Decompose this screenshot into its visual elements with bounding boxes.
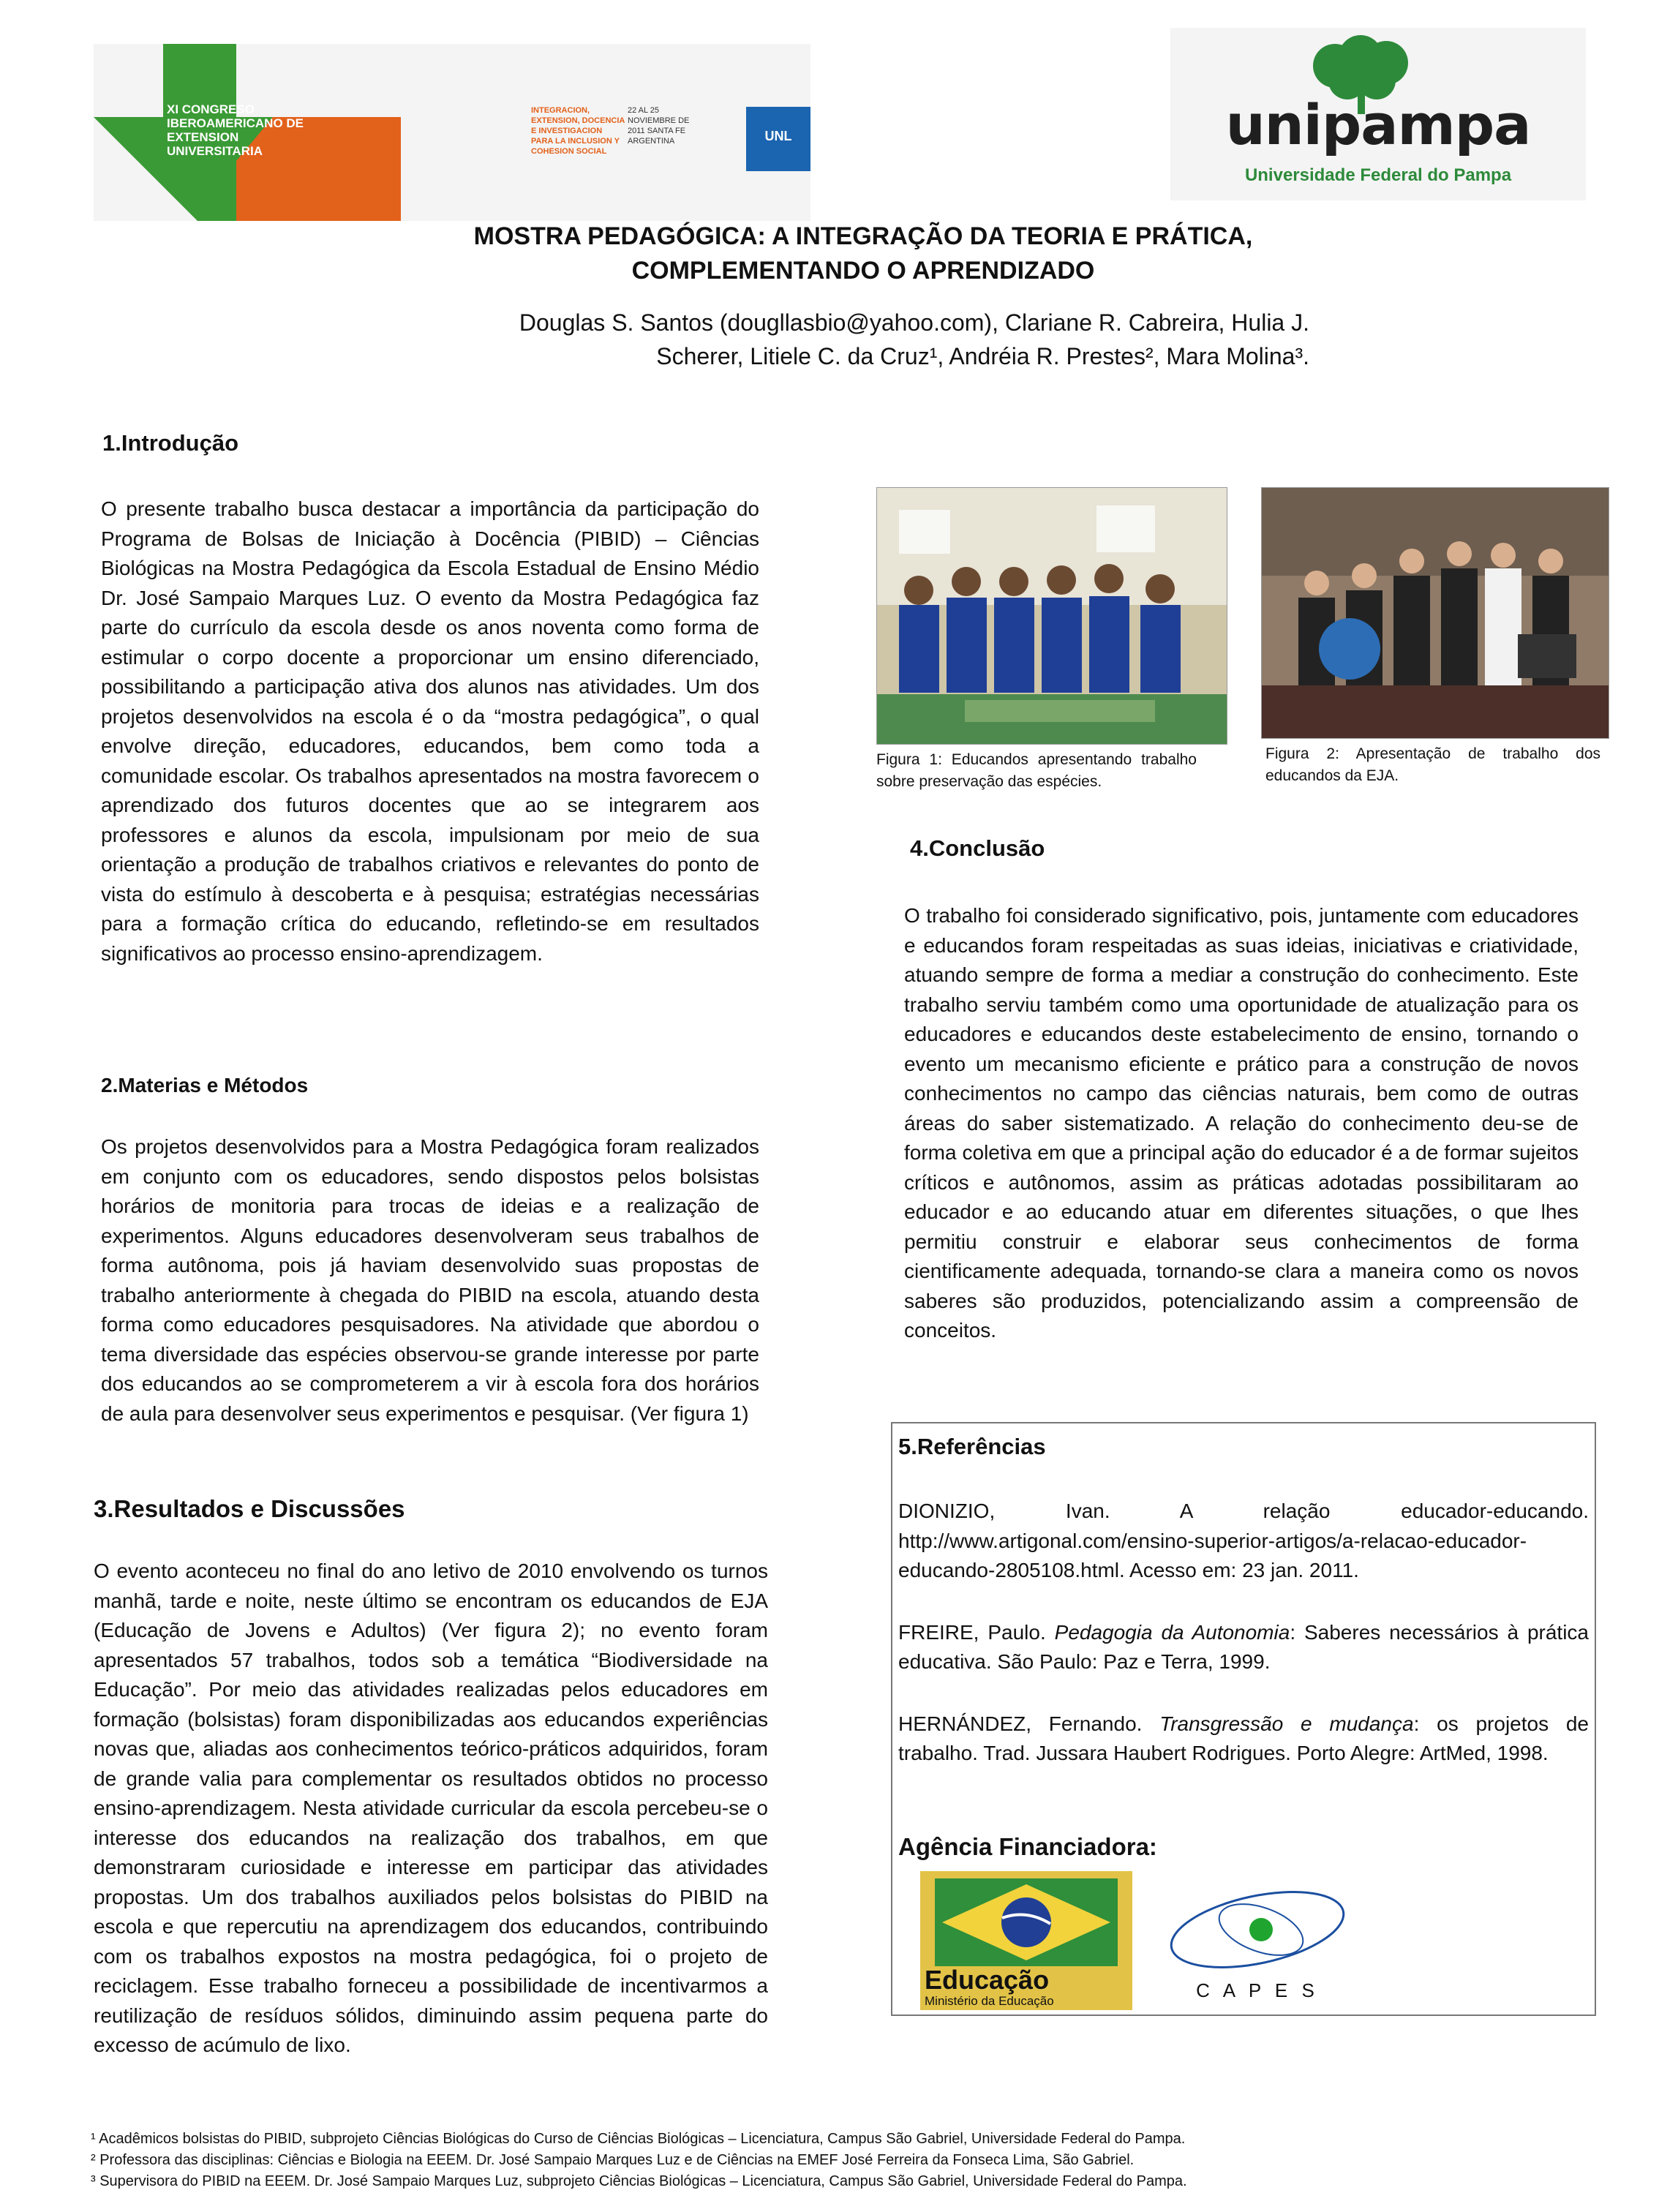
- methods-heading: 2.Materias e Métodos: [101, 1074, 309, 1096]
- intro-heading: 1.Introdução: [102, 430, 239, 456]
- references-box: [891, 1422, 1596, 2016]
- footnote-1: ¹ Acadêmicos bolsistas do PIBID, subprojeto Ciências Biológicas do Curso de Ciências Biológicas – Licenciatura, Campus São Gabriel, Universidade Federal do Pampa.: [91, 2131, 1186, 2147]
- figure-1-caption: Figura 1: Educandos apresentando trabalho sobre preservação das espécies.: [876, 751, 1197, 790]
- intro-text: O presente trabalho busca destacar a importância da participação do Programa de Bolsas de Iniciação à Docência (PIBID) – Ciências Biológicas na Mostra Pedagógica da Escola Estadual de Ensino Médio Dr. José Sampaio Marques Luz. O evento da Mostra Pedagógica faz parte do currículo da escola desde os anos noventa como forma de estimular o corpo docente a proporcionar um ensino diferenciado, possibilitando a participação ativa dos alunos nas atividades. Um dos projetos desenvolvidos na escola é o da “mostra pedagógica”, o qual envolve direção, educadores, educandos, bem como toda a comunidade escolar. Os trabalhos apresentados na mostra favorecem o aprendizado dos futuros docentes que ao se integrarem aos professores e alunos da escola, impulsionam por meio de sua orientação a produção de trabalhos criativos e relevantes do ponto de vista do estímulo à descoberta e à pesquisa; estratégias necessárias para a formação crítica do educando, refletindo-se em resultados significativos ao processo ensino-aprendizagem.: [101, 497, 759, 965]
- authors: [410, 306, 1309, 373]
- conclusion-text: O trabalho foi considerado significativo, pois, juntamente com educadores e educandos foram respeitadas as suas ideias, iniciativas e criatividade, atuando sempre de forma a mediar a construção do conhecimento. Este trabalho serviu também como uma oportunidade de atualização para os educadores e educandos deste estabelecimento de ensino, tornando o evento um mecanismo eficiente e prático para a construção de novos conhecimentos no campo das ciências naturais, bem como de outras áreas do saber sistematizado. A relação do conhecimento deu-se de forma coletiva em que a principal ação do educador é a de formar sujeitos críticos e autônomos, assim as práticas adotadas possibilitaram ao educador e ao educando atuar em diferentes situações, o que lhes permitiu construir e elaborar seus conhecimentos de forma cientificamente adequada, tornando-se clara a maneira como os novos saberes são produzidos, potencializando assim a compreensão de conceitos.: [904, 904, 1579, 1342]
- mec-logo: [920, 1871, 1132, 2010]
- eja-students-photo-image: [1262, 488, 1609, 738]
- figure-1-photo: [876, 487, 1227, 745]
- congress-theme: INTEGRACION, EXTENSION, DOCENCIA E INVESTIGACION PARA LA INCLUSION Y COHESION SOCIAL: [531, 106, 625, 156]
- footnote-3: ³ Supervisora do PIBID na EEEM. Dr. José Sampaio Marques Luz, subprojeto Ciências Biológicas – Licenciatura, Campus São Gabriel, Universidade Federal do Pampa.: [91, 2173, 1187, 2189]
- title-line-1: MOSTRA PEDAGÓGICA: A INTEGRAÇÃO DA TEORIA E PRÁTICA,: [473, 222, 1253, 250]
- figure-2-photo: [1261, 487, 1609, 739]
- footnotes: [91, 2129, 1598, 2192]
- authors-line-1: Douglas S. Santos (dougllasbio@yahoo.com), Clariane R. Cabreira, Hulia J.: [519, 309, 1309, 336]
- capes-logo: [1159, 1871, 1356, 2010]
- reference-item: FREIRE, Paulo. Pedagogia da Autonomia: Saberes necessários à prática educativa. São Paulo: Paz e Terra, 1999.: [898, 1620, 1589, 1673]
- unipampa-wordmark: unipampa: [1225, 92, 1531, 157]
- authors-line-2: Scherer, Litiele C. da Cruz¹, Andréia R. Prestes², Mara Molina³.: [656, 343, 1309, 369]
- funding-heading: Agência Financiadora:: [898, 1833, 1157, 1860]
- reference-item: DIONIZIO, Ivan. A relação educador-educando. http://www.artigonal.com/ensino-superior-artigos/a-relacao-educador-educando-2805108.html. Acesso em: 23 jan. 2011.: [898, 1500, 1589, 1581]
- title-line-2: COMPLEMENTANDO O APRENDIZADO: [631, 257, 1095, 285]
- reference-item: HERNÁNDEZ, Fernando. Transgressão e mudança: os projetos de trabalho. Trad. Jussara Haubert Rodrigues. Porto Alegre: ArtMed, 1998.: [898, 1712, 1589, 1764]
- references-list: [898, 1497, 1589, 1801]
- congress-name: XI CONGRESO IBEROAMERICANO DE EXTENSION UNIVERSITARIA: [167, 102, 304, 158]
- capes-label: C A P E S: [1196, 1979, 1319, 2001]
- figure-2-caption: Figura 2: Apresentação de trabalho dos educandos da EJA.: [1265, 745, 1600, 784]
- unipampa-logo: [1170, 28, 1586, 200]
- conclusion-heading: 4.Conclusão: [910, 835, 1045, 861]
- results-heading: 3.Resultados e Discussões: [94, 1495, 405, 1522]
- unipampa-subtitle: Universidade Federal do Pampa: [1244, 165, 1512, 185]
- students-photo-image: [877, 488, 1227, 744]
- mec-sublabel: Ministério da Educação: [925, 1994, 1054, 2008]
- congress-dates: 22 AL 25 NOVIEMBRE DE 2011 SANTA FE ARGENTINA: [628, 106, 690, 146]
- poster-title: [410, 219, 1317, 288]
- footnote-2: ² Professora das disciplinas: Ciências e Biologia na EEEM. Dr. José Sampaio Marques Luz e de Ciências na EMEF José Ferreira da Fonseca Lima, São Gabriel.: [91, 2152, 1135, 2168]
- methods-text: Os projetos desenvolvidos para a Mostra Pedagógica foram realizados em conjunto com os educadores, sendo dispostos pelos bolsistas horários de monitoria para trocas de ideias e a realização de experimentos. Alguns educadores desenvolveram seus trabalhos de forma autônoma, pois já haviam desenvolvido suas propostas de trabalho anteriormente à chegada do PIBID na escola, atuando desta forma como educadores pesquisadores. Na atividade que abordou o tema diversidade das espécies observou-se grande interesse por parte dos educandos ao se comprometerem a vir à escola fora dos horários de aula para desenvolver seus experimentos e pesquisar. (Ver figura 1): [101, 1135, 759, 1425]
- results-text: O evento aconteceu no final do ano letivo de 2010 envolvendo os turnos manhã, tarde e noite, neste último se encontram os educandos de EJA (Educação de Jovens e Adultos) (Ver figura 2); no evento foram apresentados 57 trabalhos, todos sob a temática “Biodiversidade na Educação”. Por meio das atividades realizadas pelos educadores em formação (bolsistas) foram disponibilizadas aos educandos experiências novas que, aliadas aos conhecimentos teórico-práticos adquiridos, foram de grande valia para complementar os resultados obtidos no processo ensino-aprendizagem. Nesta atividade curricular da escola percebeu-se o interesse dos educandos na realização dos trabalhos, em que demonstraram curiosidade e interesse em participar das atividades propostas. Um dos trabalhos auxiliados pelos bolsistas do PIBID na escola e que repercutiu na aprendizagem dos educandos, contribuindo com os trabalhos expostos na mostra pedagógica, foi o projeto de reciclagem. Esse trabalho forneceu a possibilidade de incentivarmos a reutilização de resíduos sólidos, diminuindo assim pequena parte do excesso de acúmulo de lixo.: [94, 1560, 768, 2056]
- capes-orbit-icon: [1159, 1871, 1356, 1981]
- congress-banner: [94, 44, 810, 221]
- references-heading: 5.Referências: [898, 1434, 1046, 1459]
- unl-logo: UNL: [764, 129, 792, 143]
- mec-label: Educação: [925, 1965, 1050, 1995]
